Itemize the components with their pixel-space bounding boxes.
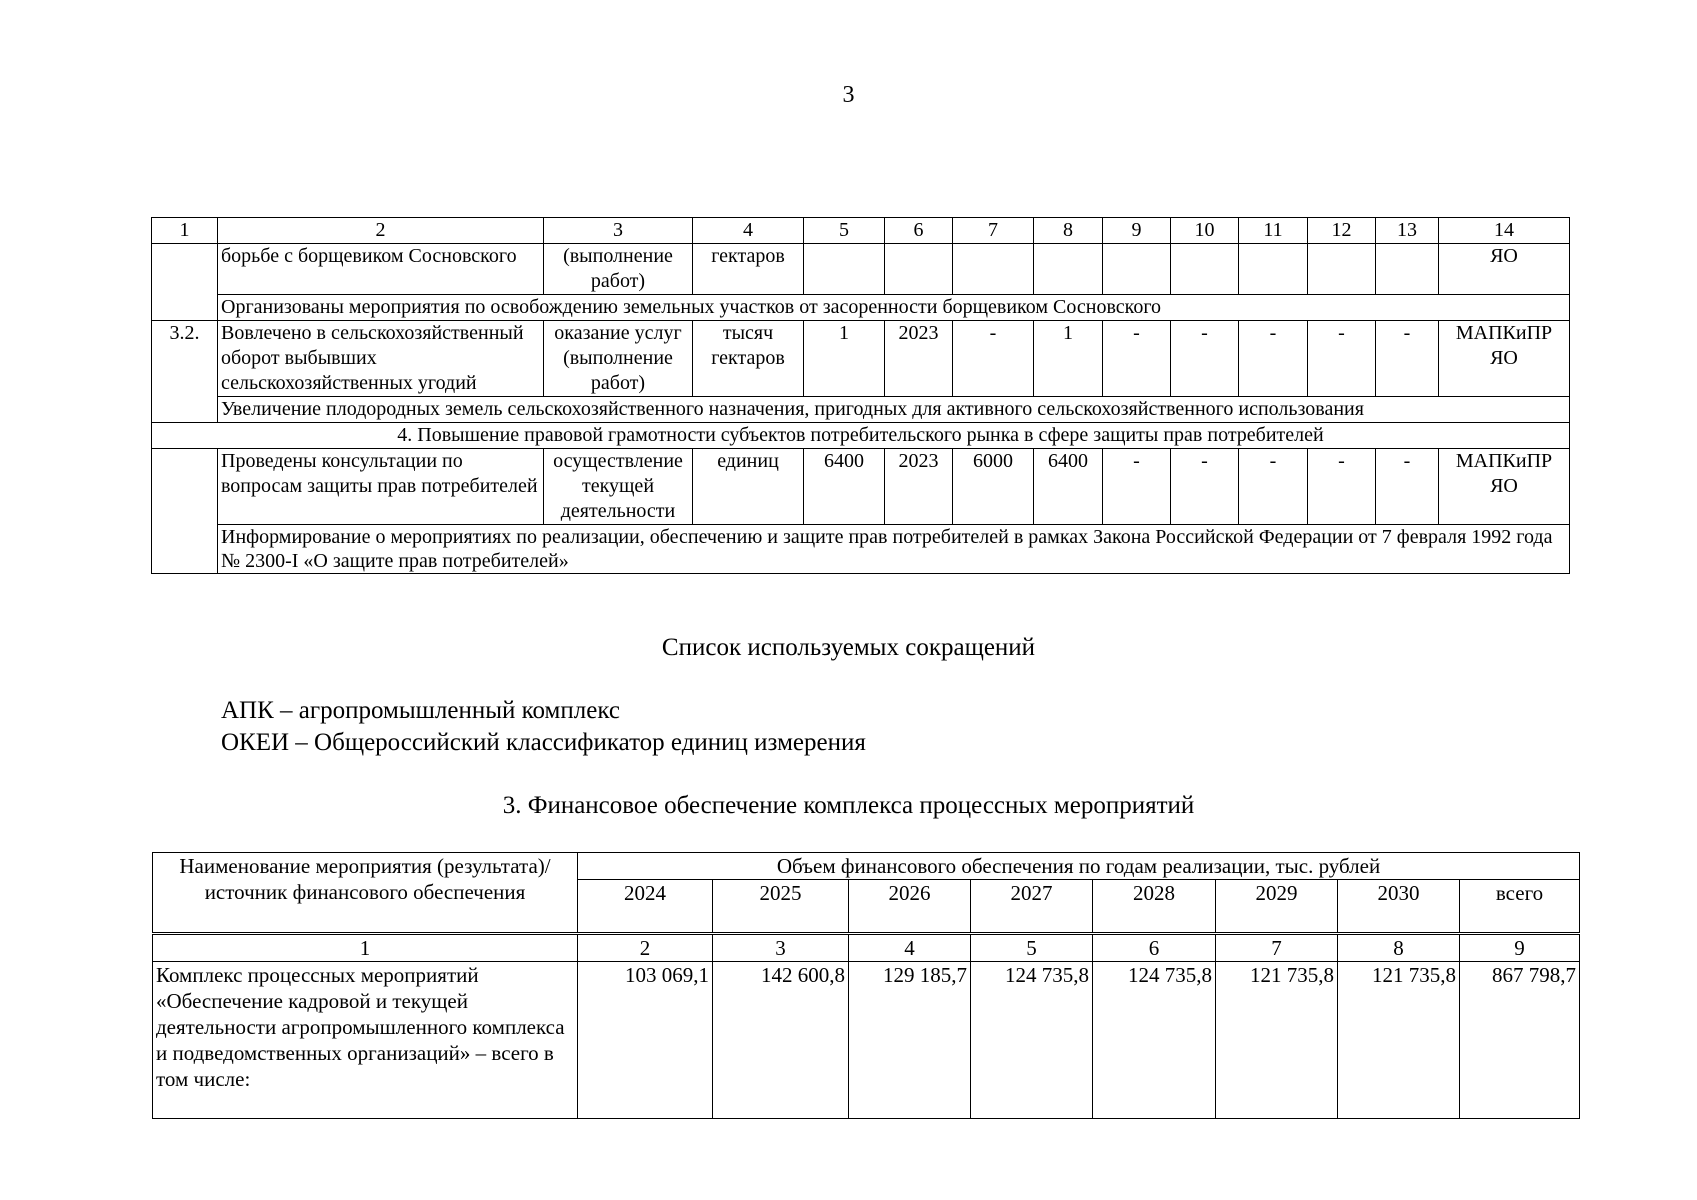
finance-table [152,852,1580,1119]
cell-value: 6400 [1034,449,1103,525]
abbreviation-item: ОКЕИ – Общероссийский классификатор единиц измерения [221,729,866,756]
year-header: 2024 [578,880,713,934]
finance-value: 121 735,8 [1338,962,1460,1119]
col-num: 7 [1216,934,1338,962]
finance-value: 142 600,8 [713,962,849,1119]
indicator-type: (выполнение работ) [544,244,693,295]
year-header: 2025 [713,880,849,934]
cell-value: 2023 [885,321,953,397]
cell-value: - [1308,449,1376,525]
col-num: 9 [1460,934,1580,962]
indicator-unit: гектаров [693,244,804,295]
finance-value: 103 069,1 [578,962,713,1119]
indicator-unit: тысяч гектаров [693,321,804,397]
indicator-type: оказание услуг (выполнение работ) [544,321,693,397]
year-header: 2026 [849,880,971,934]
responsible: ЯО [1439,244,1570,295]
finance-header-row [153,853,1580,880]
col-num: 4 [849,934,971,962]
cell-value: - [1171,449,1239,525]
finance-name-header: Наименование мероприятия (результата)/ источник финансового обеспечения [153,853,578,934]
finance-value: 121 735,8 [1216,962,1338,1119]
col-num: 6 [885,218,953,244]
cell-value: 2023 [885,449,953,525]
table-row [153,962,1580,1119]
result-note: Увеличение плодородных земель сельскохозяйственного назначения, пригодных для активного сельскохозяйственного использования [218,397,1570,423]
finance-value: 124 735,8 [971,962,1093,1119]
table-row [152,244,1570,295]
indicator-type: осуществление текущей деятельности [544,449,693,525]
col-num: 14 [1439,218,1570,244]
col-num: 12 [1308,218,1376,244]
col-num: 2 [578,934,713,962]
indicator-name: Проведены консультации по вопросам защиты прав потребителей [218,449,544,525]
col-num: 3 [713,934,849,962]
year-header: 2029 [1216,880,1338,934]
responsible: МАПКиПР ЯО [1439,321,1570,397]
finance-total: 867 798,7 [1460,962,1580,1119]
cell-value: - [1239,449,1308,525]
finance-title: 3. Финансовое обеспечение комплекса процессных мероприятий [502,792,1195,819]
cell-value: - [1171,321,1239,397]
col-num: 13 [1376,218,1439,244]
section-heading: 4. Повышение правовой грамотности субъектов потребительского рынка в сфере защиты прав потребителей [152,423,1570,449]
responsible: МАПКиПР ЯО [1439,449,1570,525]
year-header: 2030 [1338,880,1460,934]
section-row [152,423,1570,449]
col-num: 7 [953,218,1034,244]
col-num: 8 [1034,218,1103,244]
table-row [152,449,1570,525]
finance-value: 129 185,7 [849,962,971,1119]
result-note-row [152,295,1570,321]
col-num: 8 [1338,934,1460,962]
year-header: 2027 [971,880,1093,934]
col-num: 9 [1103,218,1171,244]
finance-item-name: Комплекс процессных мероприятий «Обеспечение кадровой и текущей деятельности агропромышленного комплекса и подведомственных организаций» – всего в том числе: [153,962,578,1119]
column-number-row [152,218,1570,244]
total-header: всего [1460,880,1580,934]
indicator-unit: единиц [693,449,804,525]
abbreviations-title: Список используемых сокращений [661,634,1036,661]
finance-value: 124 735,8 [1093,962,1216,1119]
col-num: 5 [971,934,1093,962]
cell-value: 6400 [804,449,885,525]
result-note: Организованы мероприятия по освобождению земельных участков от засоренности борщевиком Сосновского [218,295,1570,321]
col-num: 10 [1171,218,1239,244]
cell-value: - [1308,321,1376,397]
cell-value: - [1103,321,1171,397]
year-header: 2028 [1093,880,1216,934]
indicator-name: борьбе с борщевиком Сосновского [218,244,544,295]
indicators-table [151,217,1570,574]
abbreviation-item: АПК – агропромышленный комплекс [221,697,620,724]
result-note: Информирование о мероприятиях по реализации, обеспечению и защите прав потребителей в рамках Закона Российской Федерации от 7 февраля 1992 года № 2300-I «О защите прав потребителей» [218,525,1570,574]
cell-value: - [1103,449,1171,525]
cell-value: - [1376,449,1439,525]
col-num: 2 [218,218,544,244]
result-note-row [152,397,1570,423]
cell-value: 6000 [953,449,1034,525]
row-number [152,449,218,574]
col-num: 3 [544,218,693,244]
col-num: 4 [693,218,804,244]
cell-value: - [1239,321,1308,397]
page-number: 3 [842,82,855,108]
row-number: 3.2. [152,321,218,423]
cell-value: 1 [1034,321,1103,397]
cell-value: 1 [804,321,885,397]
col-num: 6 [1093,934,1216,962]
col-num: 1 [153,934,578,962]
result-note-row [152,525,1570,574]
finance-volume-header: Объем финансового обеспечения по годам реализации, тыс. рублей [578,853,1580,880]
col-num: 5 [804,218,885,244]
indicator-name: Вовлечено в сельскохозяйственный оборот выбывших сельскохозяйственных угодий [218,321,544,397]
table-row [152,321,1570,397]
col-num: 1 [152,218,218,244]
cell-value: - [1376,321,1439,397]
cell-value: - [953,321,1034,397]
col-num: 11 [1239,218,1308,244]
column-number-row [153,934,1580,962]
